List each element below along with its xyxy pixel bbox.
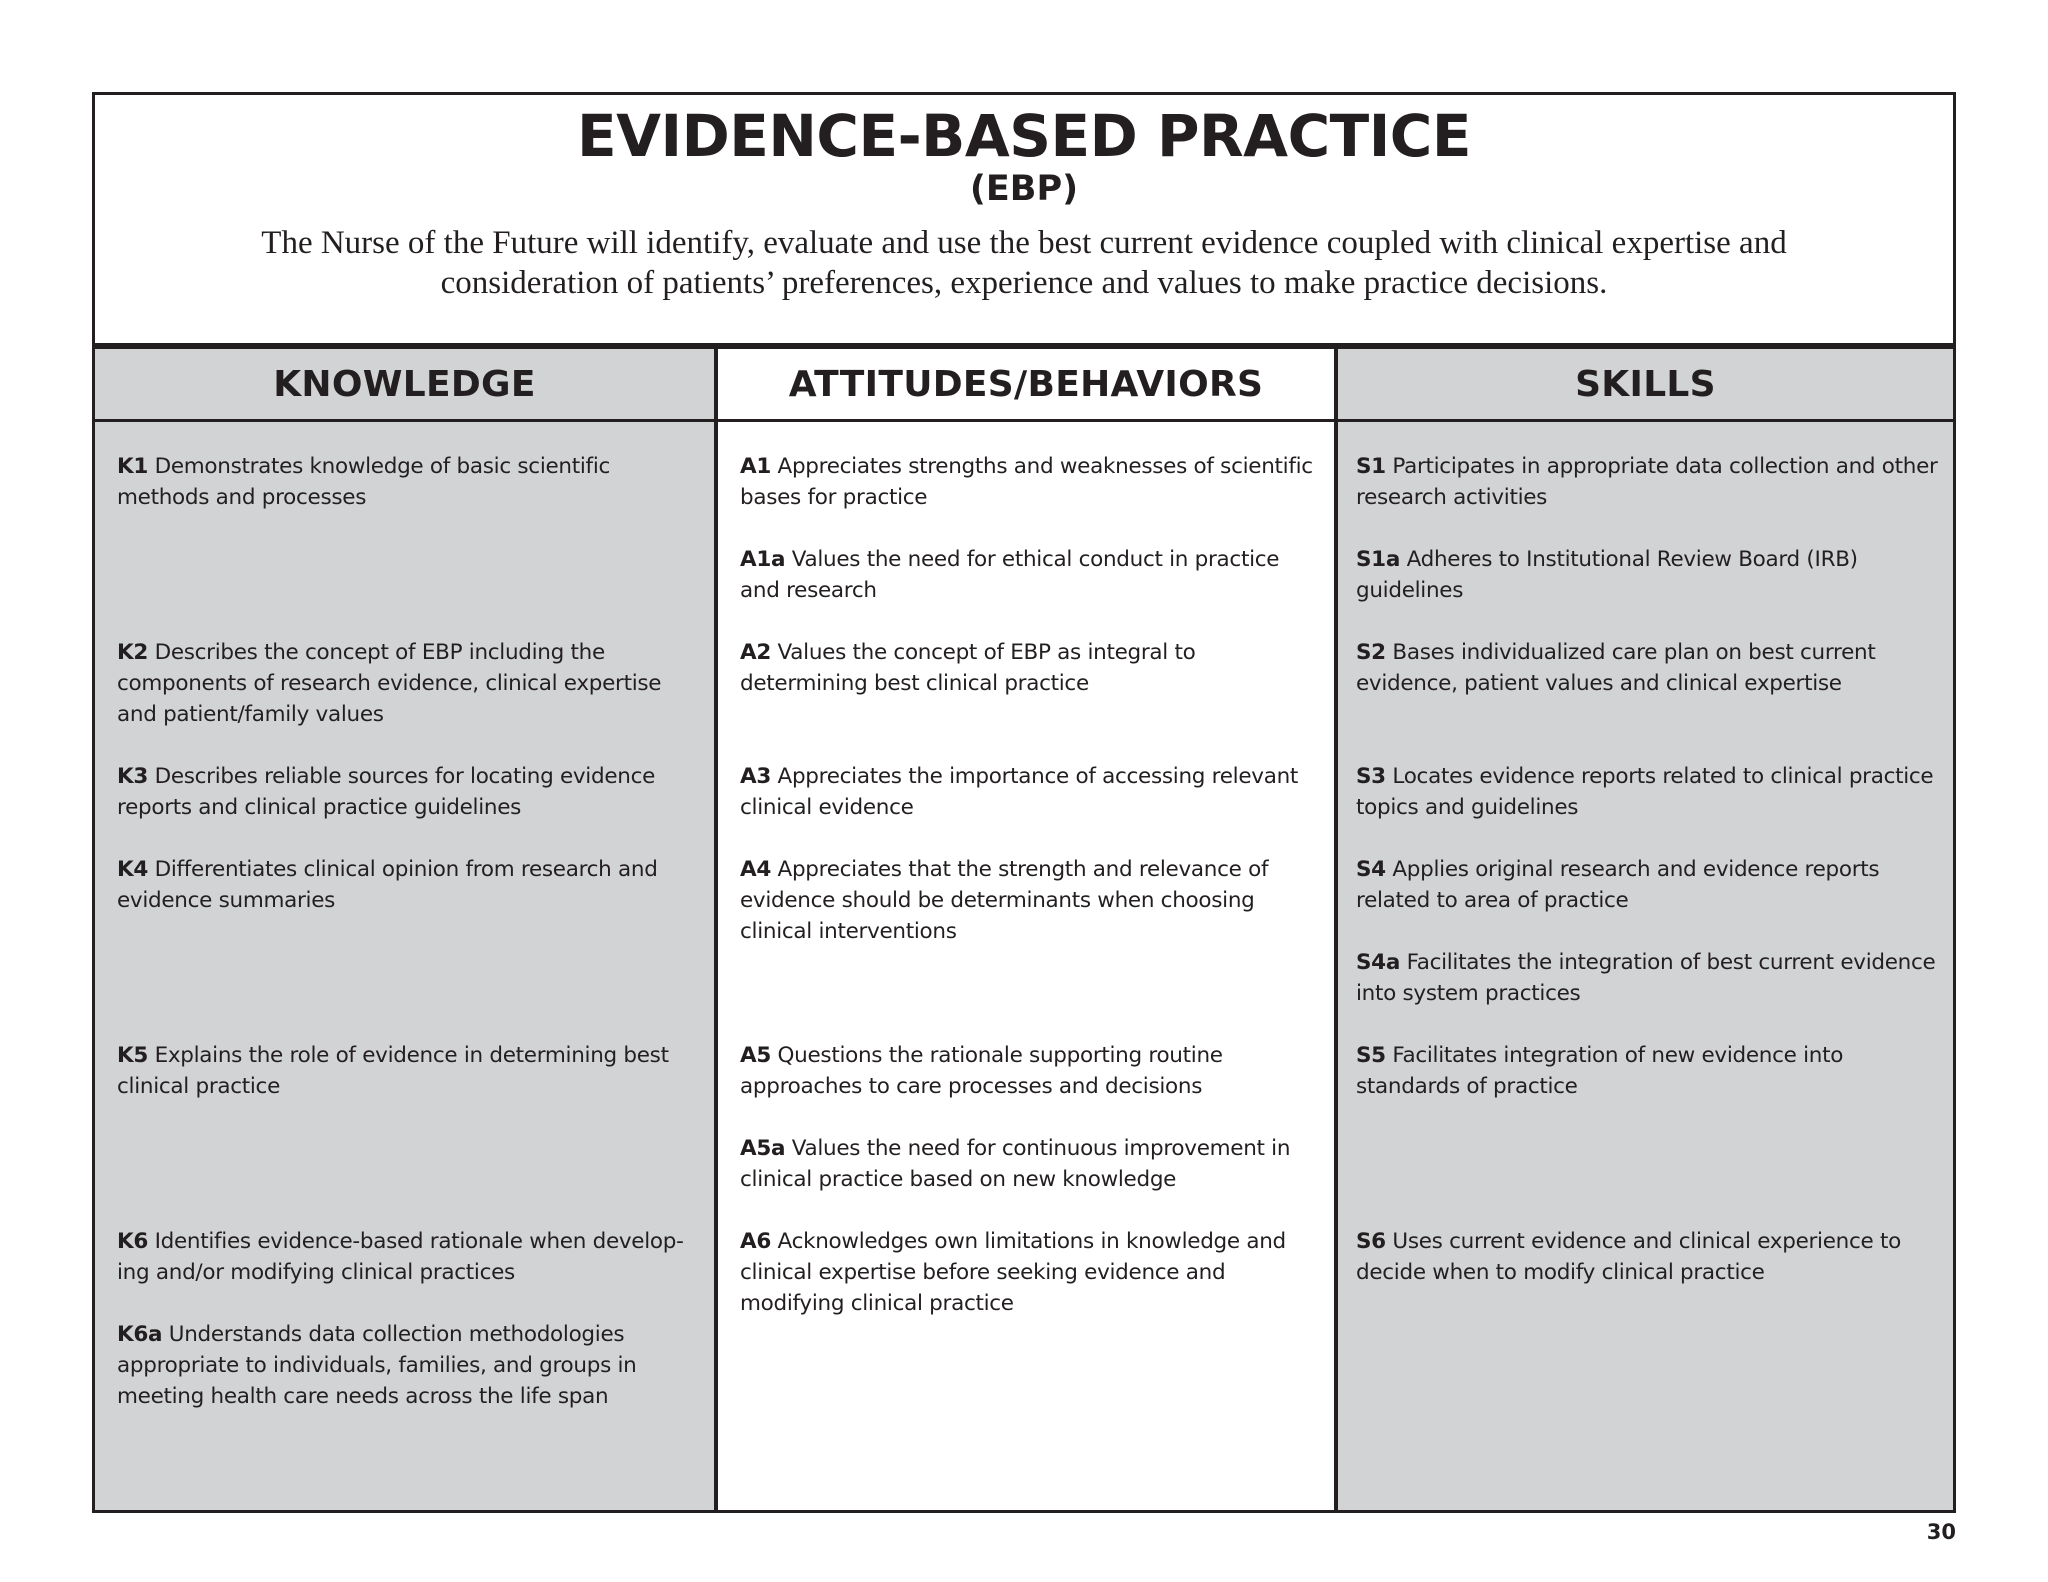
item-code: A5a [740,1136,786,1161]
knowledge-item-k1 [117,451,697,513]
item-text: Questions the rationale supporting routine approaches to care processes and decisions [740,1043,1223,1099]
item-code: K1 [117,454,149,479]
item-text: Explains the role of evidence in determining best clinical practice [117,1043,669,1099]
item-text: Facilitates integration of new evidence into standards of practice [1356,1043,1844,1099]
attitudes-item-a1a [740,544,1325,606]
item-code: A6 [740,1229,771,1254]
ebp-competency-table [92,92,1956,1513]
attitudes-item-a6 [740,1226,1325,1319]
definition-statement: The Nurse of the Future will identify, evaluate and use the best current evidence coupled with clinical expertise and consideration of patients’ preferences, experience and values to make practice decisions. [261,225,1787,301]
skills-item-s1a [1356,544,1951,606]
item-text: Understands data collection methodologies appropriate to individuals, families, and groups in meeting health care needs across the life span [117,1322,637,1409]
page-number: 30 [1926,1520,1956,1544]
skills-item-s4 [1356,854,1951,916]
item-code: A4 [740,857,771,882]
item-text: Differentiates clinical opinion from research and evidence summaries [117,857,658,913]
item-code: A2 [740,640,771,665]
item-code: A1a [740,547,786,572]
item-code: S6 [1356,1229,1386,1254]
item-code: A1 [740,454,771,479]
item-code: K5 [117,1043,149,1068]
knowledge-column [95,349,714,1510]
item-text: Acknowledges own limitations in knowledge and clinical expertise before seeking evidence and modifying clinical practice [740,1229,1286,1316]
item-text: Uses current evidence and clinical experience to decide when to modify clinical practice [1356,1229,1901,1285]
skills-column [1338,349,1953,1510]
attitudes-item-a3 [740,761,1325,823]
skills-item-s5 [1356,1040,1951,1102]
skills-item-s1 [1356,451,1951,513]
item-code: S5 [1356,1043,1386,1068]
item-code: S3 [1356,764,1386,789]
item-code: A5 [740,1043,771,1068]
item-code: K6 [117,1229,149,1254]
item-text: Demonstrates knowledge of basic scientific methods and processes [117,454,611,510]
page-subtitle: (EBP) [969,169,1079,209]
item-code: S4 [1356,857,1386,882]
knowledge-item-k4 [117,854,697,916]
knowledge-item-k2 [117,637,697,730]
skills-item-s6 [1356,1226,1951,1288]
skills-item-s3 [1356,761,1951,823]
item-text: Applies original research and evidence reports related to area of practice [1356,857,1880,913]
skills-item-s2 [1356,637,1951,699]
item-text: Appreciates that the strength and relevance of evidence should be determinants when choosing clinical interventions [740,857,1269,944]
knowledge-item-k6 [117,1226,697,1288]
attitudes-item-a5a [740,1133,1325,1195]
item-code: K6a [117,1322,163,1347]
item-code: S1 [1356,454,1386,479]
item-text: Appreciates strengths and weaknesses of scientific bases for practice [740,454,1313,510]
attitudes-column [714,349,1338,1510]
item-code: A3 [740,764,771,789]
attitudes-item-a5 [740,1040,1325,1102]
item-code: K4 [117,857,149,882]
knowledge-item-k3 [117,761,697,823]
item-text: Describes reliable sources for locating evidence reports and clinical practice guidelines [117,764,656,820]
item-text: Appreciates the importance of accessing relevant clinical evidence [740,764,1299,820]
item-text: Bases individualized care plan on best current evidence, patient values and clinical expertise [1356,640,1876,696]
item-text: Adheres to Institutional Review Board (IRB) guidelines [1356,547,1858,603]
attitudes-item-a4 [740,854,1325,947]
item-code: S1a [1356,547,1401,572]
competency-columns [95,349,1953,1510]
item-text: Values the need for ethical conduct in practice and research [740,547,1280,603]
item-text: Participates in appropriate data collection and other research activities [1356,454,1938,510]
item-text: Describes the concept of EBP including the components of research evidence, clinical expertise and patient/family values [117,640,662,727]
skills-heading: SKILLS [1338,349,1953,422]
item-code: K3 [117,764,149,789]
item-text: Values the concept of EBP as integral to determining best clinical practice [740,640,1196,696]
item-text: Facilitates the integration of best current evidence into system practices [1356,950,1936,1006]
item-text: Identifies evidence-based rationale when develop-ing and/or modifying clinical practices [117,1229,684,1285]
attitudes-heading: ATTITUDES/BEHAVIORS [718,349,1334,422]
item-code: S2 [1356,640,1386,665]
knowledge-heading: KNOWLEDGE [95,349,714,422]
attitudes-item-a1 [740,451,1325,513]
knowledge-item-k5 [117,1040,697,1102]
knowledge-item-k6a [117,1319,697,1412]
item-text: Locates evidence reports related to clinical practice topics and guidelines [1356,764,1934,820]
table-header [95,95,1953,345]
item-code: K2 [117,640,149,665]
item-code: S4a [1356,950,1401,975]
attitudes-item-a2 [740,637,1325,699]
skills-item-s4a [1356,947,1951,1009]
page-title: EVIDENCE-BASED PRACTICE [577,102,1471,170]
item-text: Values the need for continuous improvement in clinical practice based on new knowledge [740,1136,1291,1192]
